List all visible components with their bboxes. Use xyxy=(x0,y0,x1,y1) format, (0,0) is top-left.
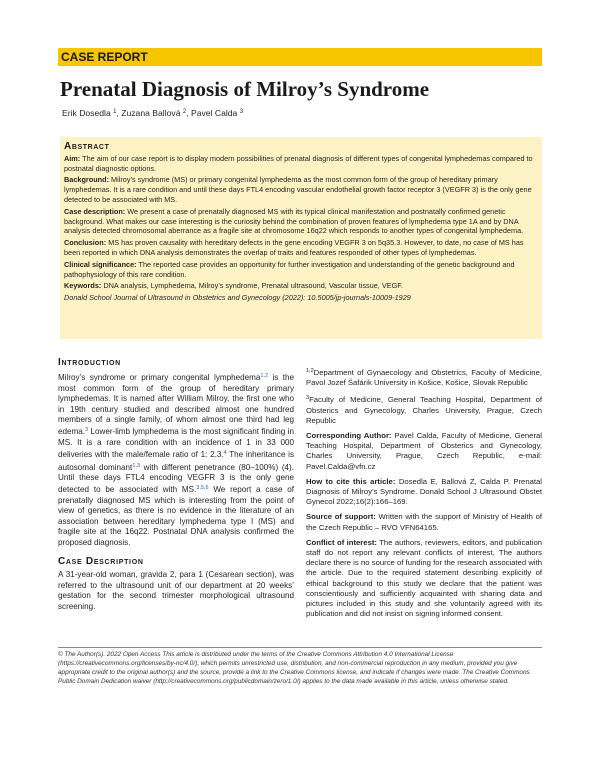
abstract-clinical-significance xyxy=(64,260,538,280)
article-type-label: CASE REPORT xyxy=(61,50,148,64)
affiliation-text: Department of Gynaecology and Obstetrics, Faculty of Medicine, Pavol Jozef Šafárik University in Košice, Košice, Slovak Republic xyxy=(306,368,542,388)
conclusion-text: MS has proven causality with hereditary defects in the gene encoding VEGFR 3 on 5q35.3. However, to date, no case of MS has been reported in which DNA analysis demonstrates the overlap of traits and features responded of other types of lymphedemas. xyxy=(64,238,524,257)
affiliation-3 xyxy=(306,393,542,426)
article-type-banner xyxy=(58,48,542,66)
abstract-background xyxy=(64,175,538,204)
abstract-case-description xyxy=(64,207,538,236)
background-text: Milroy’s syndrome (MS) or primary congenital lymphedema as the most common form of the group of hereditary primary lymphedemas. It is a rare condition and until these days FTL4 encoding vascular endothelial growth factor receptor 3 (VEGFR 3) is the only gene detected to be associated with MS. xyxy=(64,175,532,204)
affiliation-text: Faculty of Medicine, General Teaching Hospital, Department of Obsterics and Gynecology, Charles University, Prague, Czech Republic xyxy=(306,395,542,425)
affiliation-sup: 1,2 xyxy=(306,368,314,374)
corresponding-author-label: Corresponding Author: xyxy=(306,431,392,441)
keywords-text: DNA analysis, Lymphedema, Milroy’s syndrome, Prenatal ultrasound, Vascular tissue, VEGF. xyxy=(103,281,403,291)
how-to-cite-text: Dosedla E, Ballová Z, Calda P. Prenatal Diagnosis of Milroy’s Syndrome. Donald School J Ultrasound Obstet Gynecol 2022;16(2):166–169. xyxy=(306,476,543,507)
citation-link[interactable]: 1,2 xyxy=(260,373,269,380)
author-affiliation-sup: 3 xyxy=(239,109,244,115)
clinical-significance-label: Clinical significance: xyxy=(64,259,137,269)
corresponding-author-text: Pavel Calda, Faculty of Medicine, General Teaching Hospital, Department of Obsterics and Gynecology, Charles University, Prague, Czech Republic, e-mail: Pavel.Calda@vfn.cz xyxy=(306,431,542,471)
author-separator: , xyxy=(186,108,191,118)
citation-link[interactable]: 3 xyxy=(85,427,89,434)
footnote-divider xyxy=(58,647,542,648)
introduction-heading: Introduction xyxy=(58,357,121,368)
conflict-of-interest xyxy=(306,538,542,620)
left-column xyxy=(58,358,294,621)
author-name: Erik Dosedla xyxy=(62,108,111,118)
affiliation-sup: 3 xyxy=(306,395,310,402)
author-name: Pavel Calda xyxy=(191,108,238,118)
corresponding-author xyxy=(306,431,542,472)
journal-reference: Donald School Journal of Ultrasound in Obstetrics and Gynecology (2022): 10.5005/jp-journals-10009-1929 xyxy=(64,293,411,303)
case-description-heading: Case Description xyxy=(58,555,144,567)
intro-text: with different penetrance (80–100%) (4). Until these days FTL4 encoding VEGFR 3 is the only gene detected to be associated with MS. xyxy=(58,462,294,495)
intro-text: Lower-limb lymphedema is the most significant finding in MS. It is a rare condition with an incidence of 1 in 33 000 deliveries with the male/female ratio of 1: 2.3. xyxy=(58,427,294,460)
introduction-paragraph xyxy=(58,371,294,548)
background-label: Background: xyxy=(64,175,109,185)
source-of-support xyxy=(306,512,542,532)
abstract-heading: Abstract xyxy=(64,141,110,152)
abstract-keywords xyxy=(64,281,538,291)
case-description-paragraph: A 31-year-old woman, gravida 2, para 1 (Cesarean section), was referred to the ultrasound unit of our department at 20 weeks’ gestation for the second trimester morphological ultrasound screening. xyxy=(58,570,294,611)
abstract-box xyxy=(60,137,542,339)
license-footnote: © The Author(s). 2022 Open Access This article is distributed under the terms of the Creative Commons Attribution 4.0 International License (https://creativecommons.org/licenses/by-nc/4.0/), which permits unrestricted use, distribution, and non-commercial reproduction in any medium, provided you give appropriate credit to the original author(s) and the source, provide a link to the Creative Commons license, and indicate if changes were made. The Creative Commons Public Domain Dedication waiver (http://creativecommons.org/publicdomain/zero/1.0/) applies to the data made available in this article, unless otherwise stated. xyxy=(58,651,530,685)
article-title: Prenatal Diagnosis of Milroy’s Syndrome xyxy=(60,77,430,101)
abstract-conclusion xyxy=(64,238,538,258)
author-list xyxy=(62,106,542,119)
case-description-label: Case description: xyxy=(64,206,126,216)
source-of-support-label: Source of support: xyxy=(306,512,376,522)
intro-text: The inheritance is autosomal dominant xyxy=(58,450,294,472)
aim-text: The aim of our case report is to display modern possibilities of prenatal diagnosis of different types of congenital lymphedemas compared to postnatal diagnostic options. xyxy=(64,153,533,173)
intro-text: We report a case of prenatally diagnosed MS which is interesting from the point of view of genetics, as there is no evidence in the literature of an association between hereditary lymphedema type I (MS) and fragile site at the 16q22. Postnatal DNA analysis confirmed the proposed diagnosis. xyxy=(58,485,294,547)
intro-text: Milroy’s syndrome or primary congenital lymphedema xyxy=(58,373,261,383)
intro-text: is the most common form of the group of hereditary primary lymphedemas. It is named after William Milroy, the first one who in 19th century studied and described almost one hundred members of a single family, of whom almost one third had leg edema. xyxy=(58,373,294,437)
affiliation-1-2 xyxy=(306,366,542,388)
source-of-support-text: Written with the support of Ministry of Health of the Czech Republic – RVO VFN64165. xyxy=(306,512,542,532)
how-to-cite xyxy=(306,477,542,508)
right-column xyxy=(306,366,542,624)
abstract-aim xyxy=(64,154,538,174)
conflict-of-interest-label: Conflict of interest: xyxy=(306,537,377,547)
author-name: Zuzana Ballová xyxy=(121,108,181,118)
clinical-significance-text: The reported case provides an opportunity for further investigation and understanding of the genetic background and pathophysiology of this rare condition. xyxy=(64,259,515,279)
citation-link[interactable]: 3,5,6 xyxy=(196,485,209,492)
how-to-cite-label: How to cite this article: xyxy=(306,476,396,486)
aim-label: Aim: xyxy=(64,153,81,163)
author-affiliation-sup: 2 xyxy=(182,109,187,115)
conflict-of-interest-text: The authors, reviewers, editors, and publication staff do not report any relevant conflicts of interest. The authors declare there is no source of funding for the research associated with the article. Due to the required statement describing explicitly of ethical background to this study we declare that the patient was conscientiously and sufficiently acquainted with sharing data and pictures included in this study and she voluntarily agreed with its publication and did not insist on signing informed consent. xyxy=(306,537,542,619)
author-separator: , xyxy=(116,108,122,118)
case-description-text: We present a case of prenatally diagnosed MS with its typical clinical manifestation and postnatally confirmed genetic background. What makes our case interesting is the curiosity behind the combination of proven features of lymphedema type 1A and by DNA analysis detected chromosomal aberrance as a fragile site at chromosome 16q22 which responds to another types of congenital lymphedema. xyxy=(64,206,524,236)
conclusion-label: Conclusion: xyxy=(64,238,107,248)
author-affiliation-sup: 1 xyxy=(113,109,117,115)
keywords-label: Keywords: xyxy=(64,281,102,291)
citation-link[interactable]: 4 xyxy=(223,450,227,457)
citation-link[interactable]: 1,3 xyxy=(132,462,140,469)
